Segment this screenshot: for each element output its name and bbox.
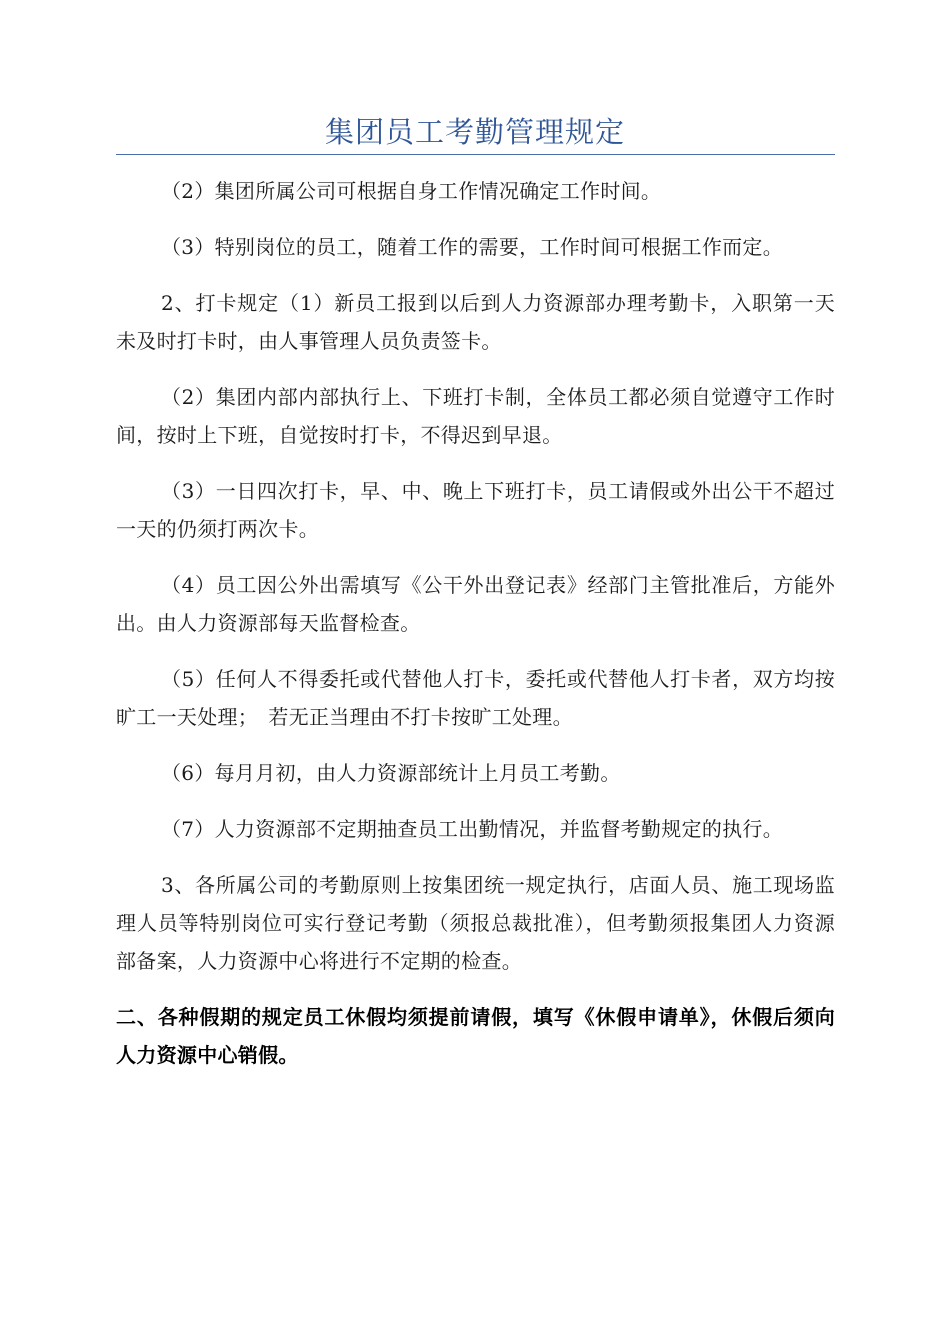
paragraph-clock-in-rules: 2、打卡规定（1）新员工报到以后到人力资源部办理考勤卡，入职第一天未及时打卡时，由人事管理人员负责签卡。 bbox=[116, 291, 835, 353]
document-title: 集团员工考勤管理规定 bbox=[324, 115, 625, 149]
section-heading-leave: 二、各种假期的规定员工休假均须提前请假，填写《休假申请单》，休假后须向人力资源中心销假。 bbox=[116, 1005, 835, 1067]
paragraph-proxy-clocking: （5）任何人不得委托或代替他人打卡，委托或代替他人打卡者，双方均按旷工一天处理； 若无正当理由不打卡按旷工处理。 bbox=[116, 667, 835, 729]
paragraph-work-time-subsidiary: （2）集团所属公司可根据自身工作情况确定工作时间。 bbox=[161, 179, 662, 203]
paragraph-monthly-stats: （6）每月月初，由人力资源部统计上月员工考勤。 bbox=[161, 761, 621, 785]
title-underline bbox=[116, 154, 835, 155]
paragraph-subsidiary-rules: 3、各所属公司的考勤原则上按集团统一规定执行，店面人员、施工现场监理人员等特别岗位可实行登记考勤（须报总裁批准），但考勤须报集团人力资源部备案，人力资源中心将进行不定期的检查。 bbox=[116, 873, 835, 973]
paragraph-spot-checks: （7）人力资源部不定期抽查员工出勤情况，并监督考勤规定的执行。 bbox=[161, 817, 784, 841]
document-body bbox=[116, 172, 835, 1092]
paragraph-special-positions: （3）特别岗位的员工，随着工作的需要，工作时间可根据工作而定。 bbox=[161, 235, 784, 259]
paragraph-clock-in-system: （2）集团内部内部执行上、下班打卡制，全体员工都必须自觉遵守工作时间，按时上下班，自觉按时打卡，不得迟到早退。 bbox=[116, 385, 835, 447]
paragraph-four-clock-ins: （3）一日四次打卡，早、中、晚上下班打卡，员工请假或外出公干不超过一天的仍须打两次卡。 bbox=[116, 479, 835, 541]
paragraph-business-trip: （4）员工因公外出需填写《公干外出登记表》经部门主管批准后，方能外出。由人力资源部每天监督检查。 bbox=[116, 573, 835, 635]
